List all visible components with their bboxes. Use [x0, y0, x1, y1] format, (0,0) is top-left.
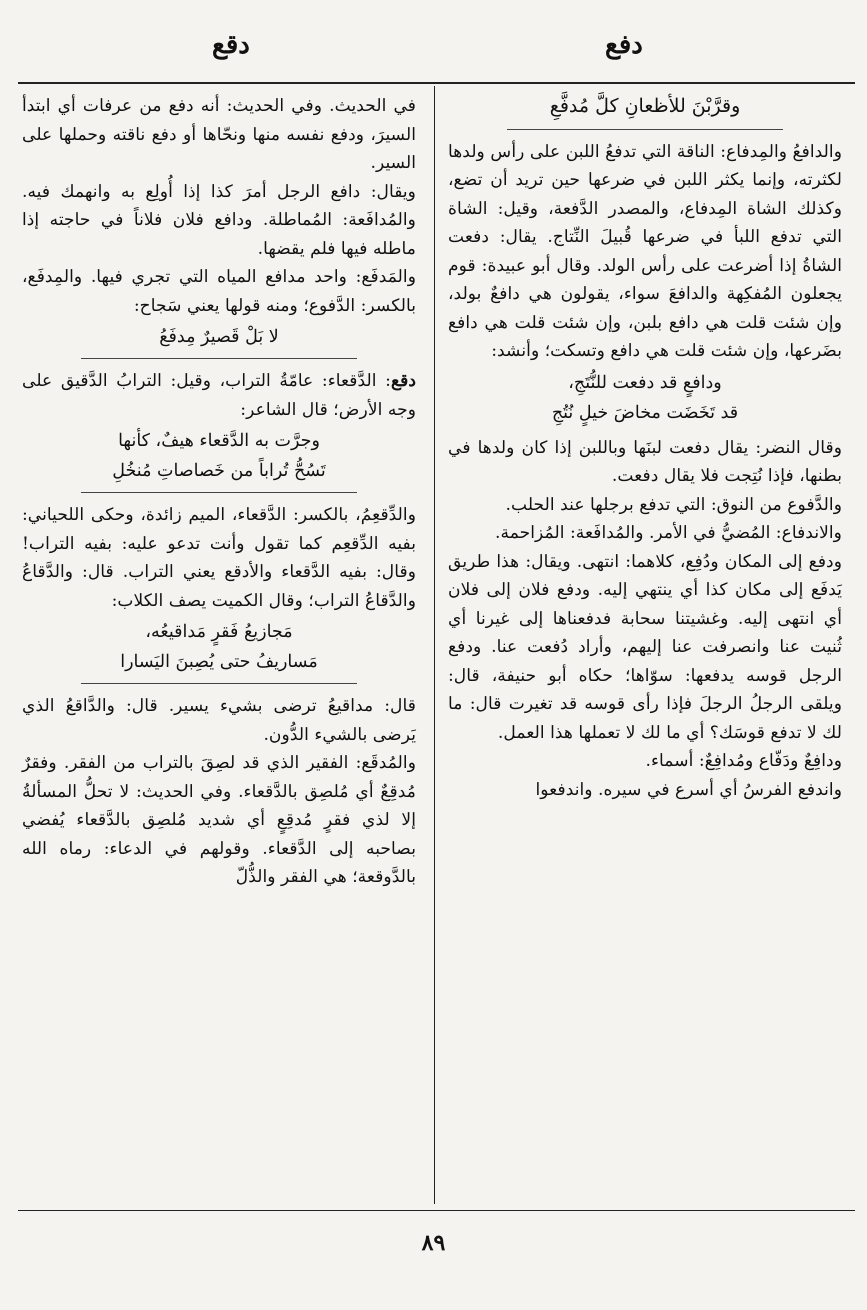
column-divider [434, 86, 435, 1204]
verse-separator [81, 683, 357, 684]
verse-separator [507, 129, 783, 130]
verse-block [22, 322, 416, 352]
entry-paragraph: ودفع إلى المكان ودُفِع، كلاهما: انتهى. ويقال: هذا طريق يَدفَع إلى مكان كذا أي ينتهي إليه. ودفع فلان إلى فلان أي انتهى إليه. وغشيتنا سحابة فدفعناها إلى غيرنا أي ثُنيت عنا وانصرفت عنا إليهم، وأراد دُفعت عنا. ودفع الرجل قوسه يدفعها: سوّاها؛ حكاه أبو حنيفة، قال: ويلقى الرجلُ الرجلَ فإذا رأى قوسه قد تغيرت قال: ما لك لا تدفع قوسَك؟ أي ما لك لا تعملها هذا العمل. [448, 551, 842, 743]
right-column [448, 92, 842, 804]
verse-separator [81, 492, 357, 493]
entry-paragraph [22, 367, 416, 424]
verse-line: وقرَّبْنَ للأظعانِ كلَّ مُدفَّعِ [549, 95, 741, 117]
verse-line: وجرَّت به الدَّقعاء هيفٌ، كأنها [118, 431, 320, 451]
verse-line: مَجازيعُ فَقرٍ مَداقيعُه، [145, 622, 293, 642]
top-rule [18, 82, 855, 84]
entry-paragraph: ويقال: دافع الرجل أمرَ كذا إذا أُولِع به وانهمك فيه. والمُدافَعة: المُماطلة. ودافع فلان فلاناً في حاجته إذا ماطله فيها فلم يقضها. [22, 181, 416, 259]
verse-line: مَساريفُ حتى يُصِبنَ اليَسارا [120, 652, 318, 672]
entry-paragraph: واندفع الفرسُ أي أسرع في سيره. واندفعوا [535, 779, 842, 800]
entry-paragraph: في الحديث. وفي الحديث: أنه دفع من عرفات أي ابتدأ السيرَ، ودفع نفسه منها ونحّاها أو دفع ناقته وحملها على السير. [22, 96, 416, 173]
page-number: ٨٩ [421, 1230, 446, 1256]
entry-paragraph: والدَّفوع من النوق: التي تدفع برجلها عند الحلب. [505, 494, 842, 515]
entry-paragraph: قال: مداقيعُ ترضى بشيء يسير. قال: والدَّاقعُ الذي يَرضى بالشيء الدُّون. [22, 696, 416, 745]
verse-line: قد تَخَضَت مخاضَ خيلٍ نُتُجِ [551, 402, 739, 423]
verse-line: لا بَلْ قَصيرٌ مِدفَعُ [159, 327, 279, 347]
verse-block [22, 426, 416, 486]
entry-paragraph: والدافعُ والمِدفاع: الناقة التي تدفعُ اللبن على رأس ولدها لكثرته، وإنما يكثر اللبن في ضرعها حين تريد أن تضع، وكذلك الشاة المِدفاع، والمصدر الدَّفعة، وقيل: الشاة التي تدفع اللبأ في ضرعها قُبيلَ النِّتاج. يقال: دفعت الشاةُ إذا أضرعت على رأس الولد. وقال أبو عبيدة: قوم يجعلون المُفكِهة والدافعَ سواء، يقولون هي دافعٌ بولد، وإن شئت قلت هي دافع بلبن، وإن شئت قلت هي دافع بضَرعها، وإن شئت قلت هي دافع وتسكت؛ وأنشد: [448, 141, 842, 361]
entry-paragraph: ودافِعٌ ودَفّاع ومُدافِعٌ: أسماء. [645, 751, 842, 771]
entry-paragraph: والمُدقَع: الفقير الذي قد لصِقَ بالتراب من الفقر. وفقرٌ مُدقِعٌ أي مُلصِق بالدَّقعاء. وفي الحديث: لا تحلُّ المسألةُ إلا لذي فقرٍ مُدقِعٍ أي شديد مُلصِق بالدَّقعاء يُفضي بصاحبه إلى الدَّقعاء. وقولهم في الدعاء: رماه الله بالدَّوقعة؛ هي الفقر والذُّلّ [22, 753, 416, 887]
entry-text: : الدَّقعاء: عامّةُ التراب، وقيل: الترابُ الدَّقيق على وجه الأرض؛ قال الشاعر: [22, 371, 416, 420]
headword: دقع [390, 371, 416, 391]
running-head-left: دقع [212, 30, 250, 60]
entry-paragraph: وقال النضر: يقال دفعت لبنَها وباللبن إذا كان ولدها في بطنها، فإذا نُتِجت فلا يقال دفعت. [448, 437, 842, 486]
bottom-rule [18, 1210, 855, 1211]
entry-paragraph: والدِّقعِمُ، بالكسر: الدَّقعاء، الميم زائدة، وحكى اللحياني: بفيه الدِّقعِم كما تقول وأنت تدعو عليه: بفيه التراب! وقال: بفيه الدَّقعاء والأدقع يعني التراب. قال: والدَّقاعُ والدَّقاعُ التراب؛ وقال الكميت يصف الكلاب: [22, 505, 416, 611]
running-head-right: دفع [605, 30, 643, 60]
verse-block [22, 617, 416, 677]
verse-line: ودافعٍ قد دفعت للنُّتَجِ، [568, 372, 722, 393]
entry-separator [81, 358, 357, 359]
verse-line: تَسُحُّ تُراباً من خَصاصاتِ مُنخُلِ [112, 461, 326, 481]
left-column [22, 92, 416, 892]
verse-block [448, 368, 842, 428]
entry-paragraph: والاندفاع: المُضيُّ في الأمر. والمُدافَعة: المُزاحمة. [495, 523, 842, 543]
entry-paragraph: والمَدفَع: واحد مدافع المياه التي تجري فيها. والمِدفَع، بالكسر: الدَّفوع؛ ومنه قولها يعني سَجاح: [22, 267, 416, 316]
